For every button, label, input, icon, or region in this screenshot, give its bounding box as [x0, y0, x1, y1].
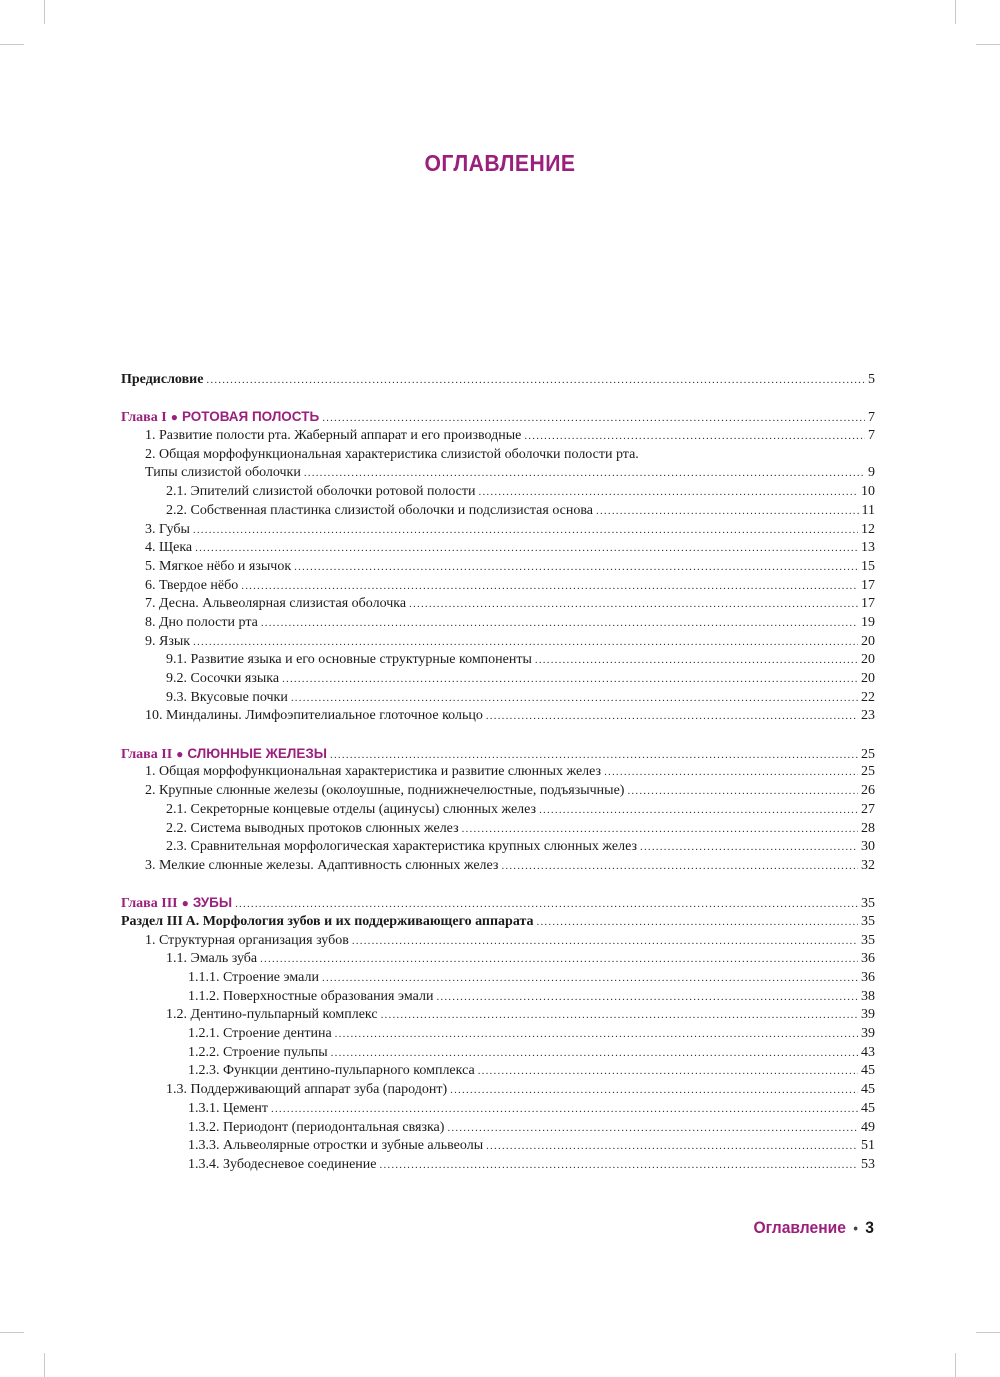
leader-dots [322, 969, 858, 988]
toc-entry[interactable] [121, 502, 875, 521]
bullet-icon: ● [181, 896, 189, 911]
leader-dots [380, 1156, 859, 1175]
toc-entry-label: 3. Губы [145, 521, 190, 537]
leader-dots [193, 633, 858, 652]
toc-entry[interactable] [121, 577, 875, 596]
toc-page-number: 39 [861, 1007, 875, 1023]
leader-dots [486, 707, 858, 726]
leader-dots [294, 558, 858, 577]
toc-page-number: 13 [861, 540, 875, 556]
toc-entry-label: 2.3. Сравнительная морфологическая характеристика крупных слюнных желез [166, 839, 637, 855]
toc-entry-label: 3. Мелкие слюнные железы. Адаптивность слюнных желез [145, 857, 499, 873]
toc-entry[interactable] [121, 1025, 875, 1044]
leader-dots [193, 521, 858, 540]
toc-entry[interactable] [121, 1081, 875, 1100]
leader-dots [604, 763, 858, 782]
leader-dots [335, 1025, 858, 1044]
toc-page-number: 7 [868, 410, 875, 426]
toc-page-number: 45 [861, 1100, 875, 1116]
toc-page-number: 35 [861, 913, 875, 929]
leader-dots [524, 427, 865, 446]
toc-entry-preface[interactable] [121, 371, 875, 390]
leader-dots [535, 651, 858, 670]
toc-entry-label: 9. Язык [145, 633, 191, 649]
toc-page-number: 7 [868, 428, 875, 444]
toc-entry[interactable] [121, 950, 875, 969]
toc-entry[interactable] [121, 988, 875, 1007]
leader-dots [486, 1137, 858, 1156]
toc-page-number: 20 [861, 671, 875, 686]
toc-entry[interactable] [121, 1137, 875, 1156]
toc-entry-label: 1.3. Поддерживающий аппарат зуба (пародонт) [166, 1082, 448, 1098]
chapter-title: СЛЮННЫЕ ЖЕЛЕЗЫ [187, 745, 328, 761]
toc-entry[interactable] [121, 857, 875, 876]
toc-entry[interactable] [121, 483, 875, 502]
bullet-icon: ● [170, 410, 178, 425]
toc-entry[interactable] [121, 969, 875, 988]
toc-page-number: 30 [861, 839, 875, 855]
leader-dots [596, 502, 859, 521]
toc-entry-label: 2.2. Система выводных протоков слюнных желез [166, 820, 459, 836]
toc-entry[interactable] [121, 932, 875, 951]
toc-entry-label: 1.3.1. Цемент [188, 1100, 269, 1116]
toc-page-number: 10 [861, 484, 875, 500]
toc-section-label: Раздел III A. Морфология зубов и их поддерживающего аппарата [121, 913, 534, 929]
leader-dots [479, 483, 858, 502]
leader-dots [261, 614, 858, 633]
toc-entry[interactable] [121, 1044, 875, 1063]
leader-dots [436, 988, 858, 1007]
toc-page-number: 5 [868, 372, 875, 387]
toc-entry[interactable] [121, 539, 875, 558]
crop-mark [955, 1353, 956, 1377]
toc-entry-label: 6. Твердое нёбо [145, 577, 239, 593]
toc-entry-label: 9.1. Развитие языка и его основные структурные компоненты [166, 652, 532, 668]
toc-entry[interactable] [121, 670, 875, 689]
toc-entry-label: 1.1.1. Строение эмали [188, 970, 319, 985]
toc-entry-label: 2. Общая морфофункциональная характеристика слизистой оболочки полости рта. [145, 446, 639, 462]
toc-entry-label: 1.1. Эмаль зуба [166, 951, 258, 967]
chapter-title: РОТОВАЯ ПОЛОСТЬ [181, 409, 320, 425]
page-number: 3 [865, 1218, 874, 1237]
toc-page-number: 38 [861, 988, 875, 1004]
toc-entry[interactable] [121, 614, 875, 633]
toc-entry[interactable] [121, 595, 875, 614]
toc-entry[interactable] [121, 1119, 875, 1138]
leader-dots [640, 838, 858, 857]
crop-mark [44, 1353, 45, 1377]
toc-entry-label: 1. Развитие полости рта. Жаберный аппарат и его производные [145, 428, 522, 444]
toc-entry-label: 2.1. Секреторные концевые отделы (ацинусы) слюнных желез [166, 801, 537, 817]
toc-entry-label: 2. Крупные слюнные железы (околоушные, поднижнечелюстные, подъязычные) [145, 783, 625, 799]
leader-dots [331, 1044, 858, 1063]
toc-page-number: 19 [861, 614, 875, 630]
toc-entry-label: 2.1. Эпителий слизистой оболочки ротовой полости [166, 484, 476, 500]
toc-entry-label: 1. Структурная организация зубов [145, 932, 349, 948]
leader-dots [478, 1062, 858, 1081]
toc-page-number: 27 [861, 801, 875, 817]
toc-entry-label: 1.2.2. Строение пульпы [188, 1044, 328, 1060]
leader-dots [322, 409, 865, 428]
leader-dots [206, 371, 865, 390]
toc-entry[interactable] [121, 801, 875, 820]
toc-page-number: 36 [861, 970, 875, 985]
bullet-icon: ● [176, 746, 184, 761]
toc-entry-label: 1.3.3. Альвеолярные отростки и зубные альвеолы [188, 1138, 484, 1154]
crop-mark [976, 44, 1000, 45]
page-title: ОГЛАВЛЕНИЕ [424, 150, 576, 176]
leader-dots [260, 950, 858, 969]
toc-entry[interactable] [121, 820, 875, 839]
toc-page-number: 43 [861, 1044, 875, 1060]
toc-page-number: 20 [861, 652, 875, 668]
toc-entry-label: 7. Десна. Альвеолярная слизистая оболочка [145, 596, 407, 612]
chapter-number: Глава III [121, 896, 178, 912]
toc-entry-label: 1.1.2. Поверхностные образования эмали [188, 988, 434, 1004]
toc-page-number: 35 [861, 896, 875, 912]
toc-entry[interactable] [121, 427, 875, 446]
toc-page-number: 11 [861, 502, 875, 518]
toc-entry-label: 2.2. Собственная пластинка слизистой оболочки и подслизистая основа [166, 502, 594, 518]
crop-mark [955, 0, 956, 24]
leader-dots [409, 595, 858, 614]
toc-page-number: 53 [861, 1156, 875, 1172]
toc-entry-label: Предисловие [121, 372, 204, 387]
table-of-contents [121, 371, 875, 1175]
toc-page-number: 17 [861, 577, 875, 593]
toc-page-number: 9 [868, 465, 875, 481]
leader-dots [282, 670, 858, 689]
leader-dots [291, 689, 858, 708]
toc-page-number: 36 [861, 951, 875, 967]
leader-dots [537, 913, 858, 932]
crop-mark [0, 44, 24, 45]
toc-entry[interactable] [121, 782, 875, 801]
leader-dots [501, 857, 858, 876]
toc-entry-label: 1.2.3. Функции дентино-пульпарного комплекса [188, 1063, 475, 1079]
bullet-icon: • [853, 1220, 858, 1236]
toc-page-number: 26 [861, 783, 875, 799]
toc-entry[interactable] [121, 707, 875, 726]
toc-entry-label: Типы слизистой оболочки [145, 465, 301, 481]
leader-dots [627, 782, 858, 801]
toc-entry[interactable] [121, 838, 875, 857]
toc-entry[interactable] [121, 558, 875, 577]
toc-entry-label: 5. Мягкое нёбо и язычок [145, 558, 292, 574]
leader-dots [304, 464, 865, 483]
toc-section[interactable] [121, 913, 875, 932]
toc-page-number: 45 [861, 1082, 875, 1098]
crop-mark [976, 1332, 1000, 1333]
toc-entry[interactable] [121, 763, 875, 782]
toc-page-number: 25 [861, 746, 875, 762]
running-footer [754, 1218, 874, 1238]
toc-chapter-2[interactable] [121, 745, 875, 764]
toc-entry-label: 8. Дно полости рта [145, 614, 258, 630]
toc-page-number: 39 [861, 1026, 875, 1042]
chapter-title: ЗУБЫ [192, 895, 233, 911]
toc-entry[interactable] [121, 1100, 875, 1119]
crop-mark [0, 1332, 24, 1333]
toc-entry-label: 9.3. Вкусовые почки [166, 689, 288, 705]
toc-page-number: 17 [861, 596, 875, 612]
leader-dots [450, 1081, 858, 1100]
toc-page-number: 51 [861, 1138, 875, 1154]
toc-page-number: 28 [861, 820, 875, 836]
toc-entry-label: 1.2.1. Строение дентина [188, 1026, 332, 1042]
toc-entry[interactable] [121, 633, 875, 652]
toc-page-number: 25 [861, 764, 875, 780]
toc-entry[interactable] [121, 521, 875, 540]
leader-dots [235, 895, 858, 914]
leader-dots [241, 577, 858, 596]
leader-dots [352, 932, 858, 951]
toc-entry[interactable] [121, 1156, 875, 1175]
toc-entry[interactable] [121, 1006, 875, 1025]
toc-page-number: 35 [861, 932, 875, 948]
leader-dots [330, 746, 858, 765]
leader-dots [381, 1006, 858, 1025]
toc-entry-label: 1.3.2. Периодонт (периодонтальная связка) [188, 1119, 445, 1135]
toc-entry-continuation[interactable] [121, 464, 875, 483]
crop-mark [44, 0, 45, 24]
leader-dots [195, 539, 858, 558]
toc-entry-label: 1. Общая морфофункциональная характеристика и развитие слюнных желез [145, 764, 602, 780]
leader-dots [539, 801, 858, 820]
toc-entry[interactable] [121, 1062, 875, 1081]
leader-dots [447, 1119, 858, 1138]
toc-page-number: 15 [861, 558, 875, 574]
toc-page-number: 20 [861, 633, 875, 649]
toc-entry-label: 4. Щека [145, 540, 193, 556]
leader-dots [271, 1100, 858, 1119]
toc-entry-label: 9.2. Сосочки языка [166, 671, 280, 686]
toc-entry[interactable] [121, 689, 875, 708]
toc-entry[interactable] [121, 446, 875, 465]
toc-entry-label: 1.3.4. Зубодесневое соединение [188, 1156, 377, 1172]
footer-title: Оглавление [753, 1218, 847, 1237]
toc-chapter-1[interactable] [121, 408, 875, 427]
chapter-number: Глава II [121, 746, 173, 762]
toc-chapter-3[interactable] [121, 894, 875, 913]
toc-entry[interactable] [121, 651, 875, 670]
chapter-number: Глава I [121, 410, 167, 426]
toc-page-number: 12 [861, 521, 875, 537]
toc-entry-label: 10. Миндалины. Лимфоэпителиальное глоточное кольцо [145, 708, 483, 724]
toc-page-number: 49 [861, 1119, 875, 1135]
toc-page-number: 32 [861, 857, 875, 873]
toc-entry-label: 1.2. Дентино-пульпарный комплекс [166, 1007, 378, 1023]
toc-page-number: 22 [861, 689, 875, 705]
toc-page-number: 23 [861, 708, 875, 724]
leader-dots [462, 820, 858, 839]
toc-page-number: 45 [861, 1063, 875, 1079]
